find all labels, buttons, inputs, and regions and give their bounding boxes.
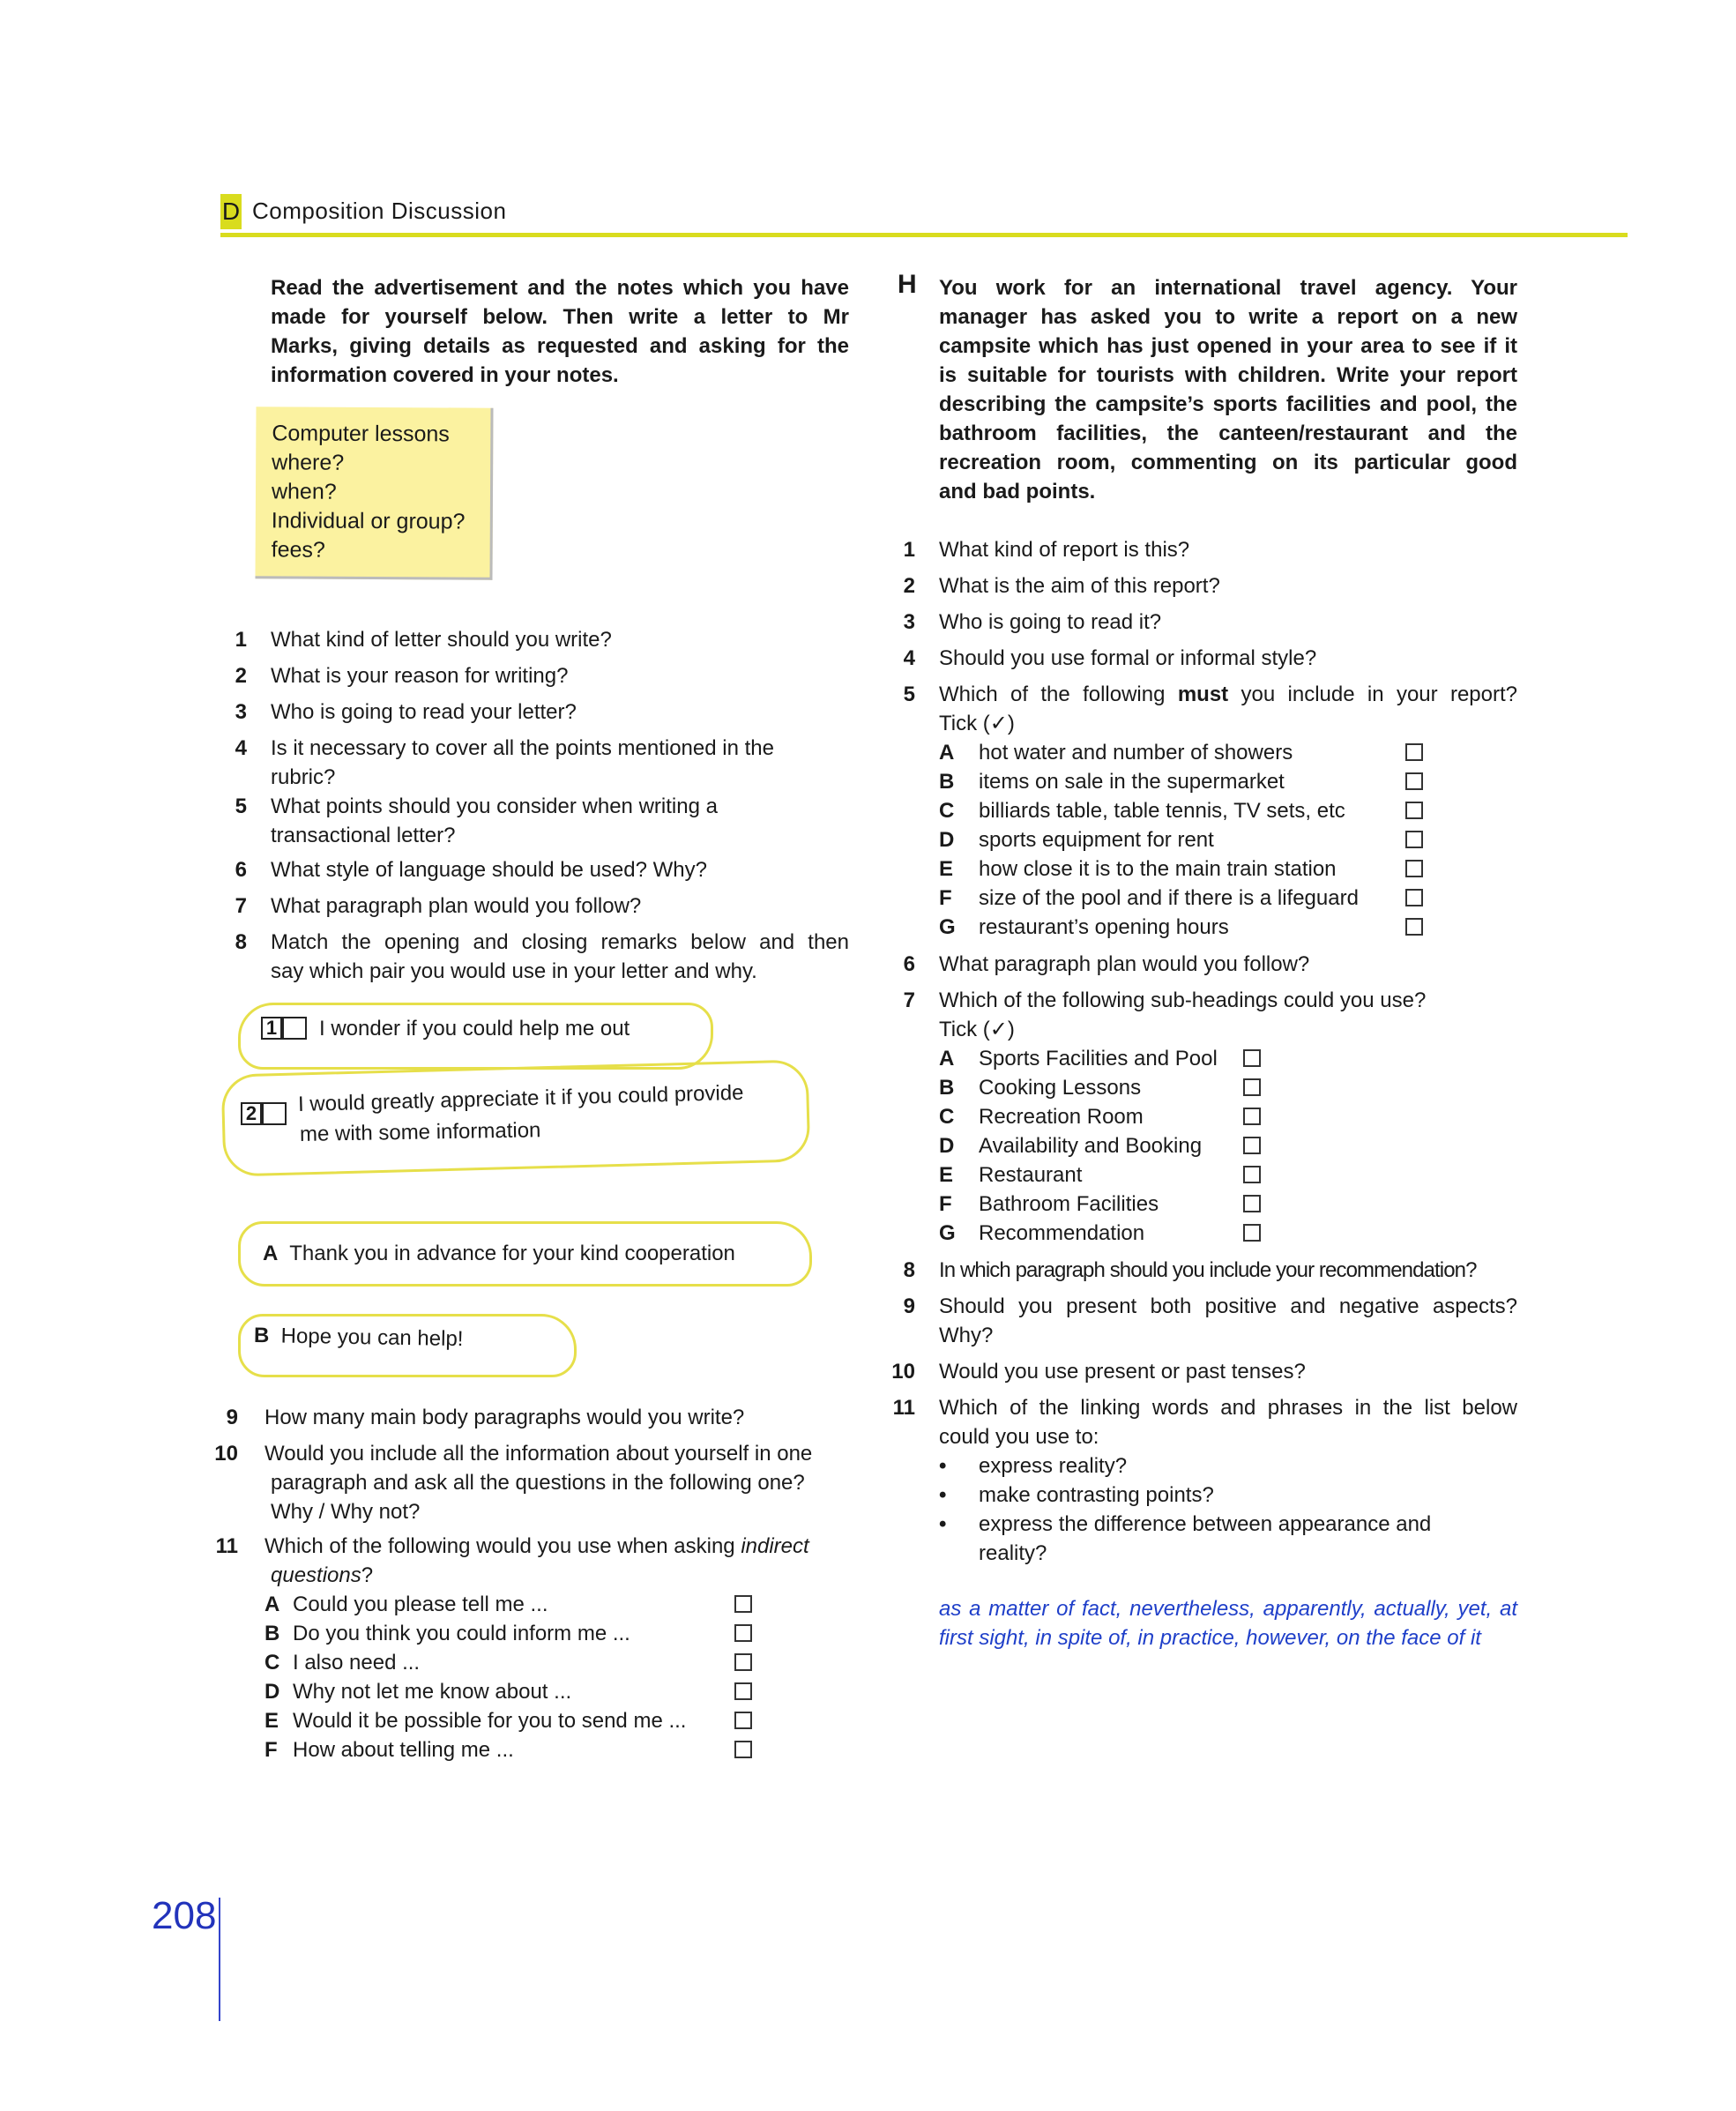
option-letter: D xyxy=(264,1680,280,1704)
bullet-text: express reality? xyxy=(979,1454,1128,1478)
question-number: 1 xyxy=(235,628,247,652)
checkbox[interactable] xyxy=(1243,1108,1261,1125)
question-number: 7 xyxy=(903,988,915,1012)
intro-line: campsite which has just opened in your area to see if it xyxy=(939,334,1517,358)
checkbox[interactable] xyxy=(734,1653,752,1671)
question-number: 5 xyxy=(903,683,915,706)
checkbox[interactable] xyxy=(1405,743,1423,761)
note-line: fees? xyxy=(271,537,325,563)
question-number: 2 xyxy=(235,664,247,688)
checkbox[interactable] xyxy=(1243,1049,1261,1067)
note-line: Individual or group? xyxy=(271,508,466,534)
bullet-icon: • xyxy=(939,1454,947,1478)
question-number: 3 xyxy=(903,610,915,634)
question-number: 4 xyxy=(903,646,915,670)
question-number: 9 xyxy=(903,1294,915,1318)
option-text: restaurant’s opening hours xyxy=(979,915,1229,939)
question-number: 5 xyxy=(235,794,247,818)
question-text: Match the opening and closing remarks below and then xyxy=(271,930,849,954)
question-text: Would you include all the information about yourself in one xyxy=(264,1442,813,1466)
question-text: Which of the following xyxy=(939,683,1178,706)
page-number: 208 xyxy=(152,1894,217,1937)
question-text: What paragraph plan would you follow? xyxy=(271,894,642,918)
closing-letter: B xyxy=(253,1324,270,1348)
question-text: Which of the following sub-headings could you use? xyxy=(939,988,1427,1012)
intro-line: is suitable for tourists with children. Write your report xyxy=(939,363,1517,387)
intro-line: describing the campsite’s sports facilities and pool, the xyxy=(939,392,1517,416)
question-text: paragraph and ask all the questions in the following one? xyxy=(271,1471,805,1495)
checkbox[interactable] xyxy=(734,1712,752,1729)
option-text: items on sale in the supermarket xyxy=(979,770,1285,794)
question-number: 6 xyxy=(235,858,247,882)
intro-line: Marks, giving details as requested and asking for the xyxy=(271,334,849,358)
question-number: 3 xyxy=(235,700,247,724)
question-number: 11 xyxy=(215,1534,238,1558)
opening-text: I wonder if you could help me out xyxy=(319,1017,630,1041)
option-letter: B xyxy=(264,1622,280,1645)
question-number: 10 xyxy=(891,1360,915,1384)
option-letter: F xyxy=(939,886,952,910)
linking-line: as a matter of fact, nevertheless, apparently, actually, yet, at xyxy=(939,1597,1517,1621)
option-letter: C xyxy=(939,1105,955,1129)
note-line: Computer lessons xyxy=(272,421,450,447)
answer-box[interactable] xyxy=(282,1017,307,1040)
question-text: What is your reason for writing? xyxy=(271,664,569,688)
checkbox[interactable] xyxy=(1405,831,1423,848)
question-text: Why? xyxy=(939,1324,994,1347)
question-text: Which of the following would you use when asking xyxy=(264,1534,741,1558)
checkbox[interactable] xyxy=(1405,860,1423,877)
question-text: Should you present both positive and negative aspects? xyxy=(939,1294,1517,1318)
question-text: could you use to: xyxy=(939,1425,1099,1449)
option-text: Bathroom Facilities xyxy=(979,1192,1159,1216)
question-text: How many main body paragraphs would you write? xyxy=(264,1406,745,1429)
option-text: Availability and Booking xyxy=(979,1134,1203,1158)
option-text: Could you please tell me ... xyxy=(293,1593,548,1616)
question-text: What style of language should be used? Why? xyxy=(271,858,707,882)
checkbox[interactable] xyxy=(734,1741,752,1758)
option-letter: A xyxy=(264,1593,280,1616)
option-text: How about telling me ... xyxy=(293,1738,514,1762)
option-text: Recreation Room xyxy=(979,1105,1144,1129)
checkbox[interactable] xyxy=(1243,1078,1261,1096)
opening-text: I would greatly appreciate it if you could provide xyxy=(297,1080,744,1116)
bullet-text: make contrasting points? xyxy=(979,1483,1214,1507)
bullet-text: reality? xyxy=(979,1541,1047,1565)
option-text: Would it be possible for you to send me ... xyxy=(293,1709,687,1733)
question-number: 11 xyxy=(892,1396,915,1420)
checkbox[interactable] xyxy=(1243,1137,1261,1154)
section-letter: D xyxy=(220,194,242,229)
question-text: Is it necessary to cover all the points mentioned in the xyxy=(271,736,774,760)
option-text: Sports Facilities and Pool xyxy=(979,1047,1218,1070)
option-letter: B xyxy=(939,1076,955,1100)
checkbox[interactable] xyxy=(1405,802,1423,819)
tick-instruction: Tick (✓) xyxy=(939,1018,1015,1041)
intro-line: recreation room, commenting on its particular good xyxy=(939,451,1517,474)
intro-line: manager has asked you to write a report on a new xyxy=(939,305,1517,329)
closing-b xyxy=(254,1321,464,1354)
section-title: Composition Discussion xyxy=(252,198,507,224)
option-letter: E xyxy=(264,1709,279,1733)
checkbox[interactable] xyxy=(734,1595,752,1613)
checkbox[interactable] xyxy=(1405,889,1423,906)
option-letter: A xyxy=(939,741,955,765)
question-text: Why / Why not? xyxy=(271,1500,421,1524)
question-text-italic: indirect xyxy=(741,1534,809,1558)
option-letter: G xyxy=(939,915,956,939)
closing-letter: A xyxy=(263,1242,279,1265)
sticky-note xyxy=(255,407,493,579)
intro-line: bathroom facilities, the canteen/restaurant and the xyxy=(939,421,1517,445)
option-text: Do you think you could inform me ... xyxy=(293,1622,630,1645)
question-text: In which paragraph should you include your recommendation? xyxy=(939,1258,1477,1282)
option-text: sports equipment for rent xyxy=(979,828,1214,852)
option-letter: F xyxy=(939,1192,952,1216)
option-letter: A xyxy=(939,1047,955,1070)
closing-a xyxy=(263,1239,735,1268)
opening-text: me with some information xyxy=(299,1118,541,1146)
option-letter: E xyxy=(939,857,954,881)
bullet-icon: • xyxy=(939,1483,947,1507)
intro-line: made for yourself below. Then write a letter to Mr xyxy=(271,305,849,329)
question-number: 6 xyxy=(903,952,915,976)
intro-line: information covered in your notes. xyxy=(271,363,619,387)
question-number: 1 xyxy=(903,538,915,562)
question-text: Would you use present or past tenses? xyxy=(939,1360,1306,1384)
checkbox[interactable] xyxy=(1405,772,1423,790)
intro-line: and bad points. xyxy=(939,480,1096,504)
bullet-text: express the difference between appearance and xyxy=(979,1512,1432,1536)
option-letter: D xyxy=(939,1134,955,1158)
option-text: hot water and number of showers xyxy=(979,741,1293,765)
option-text: how close it is to the main train station xyxy=(979,857,1337,881)
option-text: I also need ... xyxy=(293,1651,421,1675)
checkbox[interactable] xyxy=(734,1682,752,1700)
question-text: Who is going to read your letter? xyxy=(271,700,577,724)
question-text: What is the aim of this report? xyxy=(939,574,1220,598)
question-text-bold: must xyxy=(1177,683,1229,706)
option-letter: C xyxy=(939,799,955,823)
question-number: 9 xyxy=(226,1406,238,1429)
header-rule xyxy=(220,233,1628,237)
question-text: Should you use formal or informal style? xyxy=(939,646,1317,670)
question-text: What kind of letter should you write? xyxy=(271,628,612,652)
option-text: Why not let me know about ... xyxy=(293,1680,572,1704)
question-text: Which of the linking words and phrases in the list below xyxy=(939,1396,1517,1420)
question-number: 10 xyxy=(214,1442,238,1466)
option-text: Restaurant xyxy=(979,1163,1083,1187)
option-letter: E xyxy=(939,1163,954,1187)
question-number: 8 xyxy=(235,930,247,954)
question-text-italic: questions xyxy=(271,1563,361,1587)
opening-number-box: 2 xyxy=(241,1102,262,1125)
question-text: What points should you consider when writing a xyxy=(271,794,718,818)
checkbox[interactable] xyxy=(1243,1195,1261,1212)
question-text: What paragraph plan would you follow? xyxy=(939,952,1310,976)
question-number: 2 xyxy=(903,574,915,598)
intro-line: Read the advertisement and the notes which you have xyxy=(271,276,849,300)
right-intro xyxy=(939,273,1517,506)
option-text: billiards table, table tennis, TV sets, etc xyxy=(979,799,1345,823)
checkbox[interactable] xyxy=(1243,1224,1261,1242)
question-number: 8 xyxy=(903,1258,915,1282)
intro-line: You work for an international travel agency. Your xyxy=(939,276,1517,300)
question-text: transactional letter? xyxy=(271,824,456,847)
bullet-icon: • xyxy=(939,1512,947,1536)
page-number-rule xyxy=(219,1898,220,2021)
question-number: 7 xyxy=(235,894,247,918)
closing-text: Thank you in advance for your kind cooperation xyxy=(289,1242,735,1265)
checkbox[interactable] xyxy=(1243,1166,1261,1183)
question-number: 4 xyxy=(235,736,247,760)
checkbox[interactable] xyxy=(734,1624,752,1642)
question-text: What kind of report is this? xyxy=(939,538,1190,562)
option-letter: G xyxy=(939,1221,956,1245)
option-letter: F xyxy=(264,1738,278,1762)
linking-words xyxy=(939,1594,1517,1652)
option-text: size of the pool and if there is a lifeguard xyxy=(979,886,1359,910)
note-line: where? xyxy=(272,450,345,475)
option-letter: C xyxy=(264,1651,280,1675)
linking-line: first sight, in spite of, in practice, however, on the face of it xyxy=(939,1626,1481,1650)
option-letter: D xyxy=(939,828,955,852)
left-intro xyxy=(271,273,849,390)
question-text: you include in your report? xyxy=(1228,683,1518,706)
option-text: Recommendation xyxy=(979,1221,1145,1245)
answer-box[interactable] xyxy=(262,1102,287,1125)
closing-text: Hope you can help! xyxy=(280,1324,464,1352)
opening-number-box: 1 xyxy=(261,1017,282,1040)
question-text: ? xyxy=(361,1563,374,1587)
question-text: say which pair you would use in your letter and why. xyxy=(271,959,757,983)
checkbox[interactable] xyxy=(1405,918,1423,936)
option-letter: B xyxy=(939,770,955,794)
question-text: rubric? xyxy=(271,765,336,789)
option-text: Cooking Lessons xyxy=(979,1076,1142,1100)
note-line: when? xyxy=(271,479,337,504)
tick-instruction: Tick (✓) xyxy=(939,712,1015,735)
question-text: Who is going to read it? xyxy=(939,610,1162,634)
section-h-letter: H xyxy=(898,270,917,299)
